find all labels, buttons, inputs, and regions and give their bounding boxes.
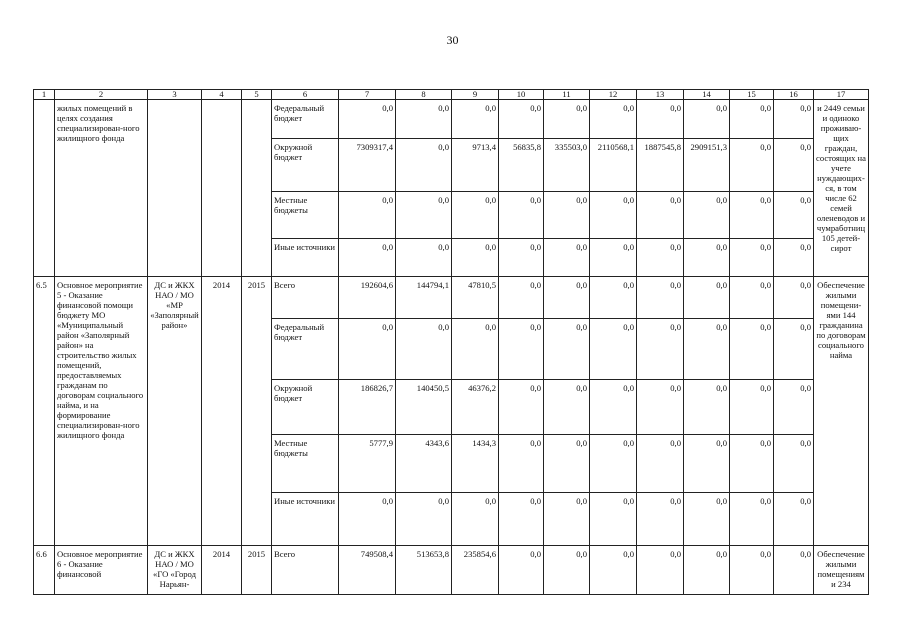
page-number: 30 bbox=[446, 33, 459, 47]
amount-cell: 0,0 bbox=[499, 192, 544, 239]
amount-cell: 1887545,8 bbox=[637, 139, 684, 192]
amount-cell: 0,0 bbox=[452, 100, 499, 139]
amount-cell: 513653,8 bbox=[396, 546, 452, 595]
amount-cell: 0,0 bbox=[590, 277, 637, 319]
amount-cell: 7309317,4 bbox=[339, 139, 396, 192]
amount-cell: 0,0 bbox=[544, 100, 590, 139]
amount-cell: 0,0 bbox=[684, 493, 730, 546]
amount-cell: 5777,9 bbox=[339, 435, 396, 493]
amount-cell: 0,0 bbox=[452, 192, 499, 239]
amount-cell: 0,0 bbox=[590, 380, 637, 435]
amount-cell: 0,0 bbox=[499, 435, 544, 493]
funding-source: Местные бюджеты bbox=[272, 435, 339, 493]
amount-cell: 0,0 bbox=[730, 139, 774, 192]
header-cell-11: 11 bbox=[544, 90, 590, 100]
header-cell-2: 2 bbox=[55, 90, 148, 100]
amount-cell: 0,0 bbox=[499, 239, 544, 277]
header-cell-12: 12 bbox=[590, 90, 637, 100]
amount-cell: 0,0 bbox=[637, 546, 684, 595]
amount-cell: 0,0 bbox=[590, 546, 637, 595]
expected-result: Обеспечение жилыми помещениям и 234 bbox=[814, 546, 869, 595]
amount-cell: 2110568,1 bbox=[590, 139, 637, 192]
amount-cell: 0,0 bbox=[774, 100, 814, 139]
amount-cell: 0,0 bbox=[499, 380, 544, 435]
funding-source: Окружной бюджет bbox=[272, 139, 339, 192]
responsible-executor: ДС и ЖКХ НАО / МО «МР «Заполярный район» bbox=[148, 277, 202, 546]
amount-cell: 56835,8 bbox=[499, 139, 544, 192]
amount-cell: 0,0 bbox=[396, 192, 452, 239]
amount-cell: 0,0 bbox=[499, 277, 544, 319]
funding-source: Иные источники bbox=[272, 493, 339, 546]
amount-cell: 1434,3 bbox=[452, 435, 499, 493]
header-cell-7: 7 bbox=[339, 90, 396, 100]
header-cell-10: 10 bbox=[499, 90, 544, 100]
amount-cell: 9713,4 bbox=[452, 139, 499, 192]
amount-cell: 0,0 bbox=[637, 380, 684, 435]
measure-description: жилых помещений в целях создания специализирован-ного жилищного фонда bbox=[55, 100, 148, 277]
amount-cell: 0,0 bbox=[499, 546, 544, 595]
amount-cell: 0,0 bbox=[684, 100, 730, 139]
amount-cell: 0,0 bbox=[544, 192, 590, 239]
amount-cell: 144794,1 bbox=[396, 277, 452, 319]
end-year: 2015 bbox=[242, 277, 272, 546]
funding-source: Федеральный бюджет bbox=[272, 100, 339, 139]
header-cell-16: 16 bbox=[774, 90, 814, 100]
funding-source: Федеральный бюджет bbox=[272, 319, 339, 380]
amount-cell: 0,0 bbox=[730, 319, 774, 380]
amount-cell: 0,0 bbox=[730, 380, 774, 435]
amount-cell: 0,0 bbox=[396, 493, 452, 546]
amount-cell: 0,0 bbox=[730, 546, 774, 595]
amount-cell: 0,0 bbox=[499, 100, 544, 139]
amount-cell: 235854,6 bbox=[452, 546, 499, 595]
amount-cell: 0,0 bbox=[730, 192, 774, 239]
amount-cell: 0,0 bbox=[637, 493, 684, 546]
amount-cell: 0,0 bbox=[730, 277, 774, 319]
amount-cell: 186826,7 bbox=[339, 380, 396, 435]
amount-cell: 192604,6 bbox=[339, 277, 396, 319]
amount-cell: 0,0 bbox=[544, 277, 590, 319]
amount-cell: 0,0 bbox=[684, 380, 730, 435]
amount-cell: 0,0 bbox=[684, 277, 730, 319]
amount-cell: 0,0 bbox=[499, 319, 544, 380]
item-number: 6.5 bbox=[34, 277, 55, 546]
amount-cell: 0,0 bbox=[452, 493, 499, 546]
expected-result: Обеспечение жилыми помещени-ями 144 гражданина по договорам социального найма bbox=[814, 277, 869, 546]
amount-cell: 749508,4 bbox=[339, 546, 396, 595]
end-year: 2015 bbox=[242, 546, 272, 595]
amount-cell: 2909151,3 bbox=[684, 139, 730, 192]
header-cell-17: 17 bbox=[814, 90, 869, 100]
amount-cell: 0,0 bbox=[396, 319, 452, 380]
amount-cell: 0,0 bbox=[637, 100, 684, 139]
amount-cell: 0,0 bbox=[774, 493, 814, 546]
header-cell-9: 9 bbox=[452, 90, 499, 100]
amount-cell: 0,0 bbox=[774, 139, 814, 192]
amount-cell: 0,0 bbox=[590, 493, 637, 546]
amount-cell: 0,0 bbox=[684, 319, 730, 380]
end-year bbox=[242, 100, 272, 277]
header-cell-5: 5 bbox=[242, 90, 272, 100]
amount-cell: 0,0 bbox=[452, 239, 499, 277]
amount-cell: 0,0 bbox=[774, 192, 814, 239]
amount-cell: 0,0 bbox=[774, 239, 814, 277]
amount-cell: 47810,5 bbox=[452, 277, 499, 319]
item-number: 6.6 bbox=[34, 546, 55, 595]
budget-table bbox=[33, 89, 869, 595]
amount-cell: 46376,2 bbox=[452, 380, 499, 435]
amount-cell: 0,0 bbox=[544, 435, 590, 493]
funding-source: Иные источники bbox=[272, 239, 339, 277]
start-year: 2014 bbox=[202, 546, 242, 595]
amount-cell: 0,0 bbox=[544, 546, 590, 595]
amount-cell: 0,0 bbox=[590, 100, 637, 139]
amount-cell: 0,0 bbox=[684, 546, 730, 595]
amount-cell: 0,0 bbox=[684, 239, 730, 277]
amount-cell: 0,0 bbox=[339, 493, 396, 546]
header-cell-15: 15 bbox=[730, 90, 774, 100]
amount-cell: 0,0 bbox=[339, 239, 396, 277]
amount-cell: 0,0 bbox=[499, 493, 544, 546]
item-number bbox=[34, 100, 55, 277]
amount-cell: 0,0 bbox=[544, 319, 590, 380]
amount-cell: 4343,6 bbox=[396, 435, 452, 493]
amount-cell: 0,0 bbox=[684, 435, 730, 493]
amount-cell: 0,0 bbox=[396, 139, 452, 192]
header-cell-3: 3 bbox=[148, 90, 202, 100]
amount-cell: 0,0 bbox=[637, 192, 684, 239]
measure-description: Основное мероприятие 5 - Оказание финансовой помощи бюджету МО «Муниципальный район «Заполярный район» на строительство жилых помещений, предоставляемых гражданам по договорам социального найма, и на формирование специализирован-ного жилищного фонда bbox=[55, 277, 148, 546]
amount-cell: 0,0 bbox=[339, 192, 396, 239]
amount-cell: 0,0 bbox=[339, 319, 396, 380]
responsible-executor: ДС и ЖКХ НАО / МО «ГО «Город Нарьян- bbox=[148, 546, 202, 595]
expected-result: и 2449 семьи и одиноко проживаю-щих граждан, состоящих на учете нуждающих-ся, в том числе 62 семей оленеводов и чумработниц 105 детей-сирот bbox=[814, 100, 869, 277]
amount-cell: 0,0 bbox=[452, 319, 499, 380]
funding-source: Всего bbox=[272, 546, 339, 595]
amount-cell: 0,0 bbox=[544, 493, 590, 546]
amount-cell: 0,0 bbox=[396, 239, 452, 277]
amount-cell: 0,0 bbox=[774, 380, 814, 435]
start-year bbox=[202, 100, 242, 277]
amount-cell: 0,0 bbox=[637, 435, 684, 493]
funding-source: Окружной бюджет bbox=[272, 380, 339, 435]
amount-cell: 0,0 bbox=[590, 319, 637, 380]
amount-cell: 0,0 bbox=[544, 380, 590, 435]
amount-cell: 0,0 bbox=[637, 319, 684, 380]
table-row bbox=[34, 277, 869, 319]
amount-cell: 0,0 bbox=[684, 192, 730, 239]
amount-cell: 140450,5 bbox=[396, 380, 452, 435]
funding-source: Всего bbox=[272, 277, 339, 319]
amount-cell: 0,0 bbox=[730, 100, 774, 139]
amount-cell: 0,0 bbox=[590, 435, 637, 493]
table-row bbox=[34, 546, 869, 595]
start-year: 2014 bbox=[202, 277, 242, 546]
amount-cell: 0,0 bbox=[774, 546, 814, 595]
header-cell-13: 13 bbox=[637, 90, 684, 100]
table-row bbox=[34, 100, 869, 139]
measure-description: Основное мероприятие 6 - Оказание финансовой bbox=[55, 546, 148, 595]
amount-cell: 0,0 bbox=[637, 239, 684, 277]
amount-cell: 0,0 bbox=[544, 239, 590, 277]
amount-cell: 335503,0 bbox=[544, 139, 590, 192]
amount-cell: 0,0 bbox=[730, 493, 774, 546]
funding-source: Местные бюджеты bbox=[272, 192, 339, 239]
amount-cell: 0,0 bbox=[774, 319, 814, 380]
header-cell-8: 8 bbox=[396, 90, 452, 100]
amount-cell: 0,0 bbox=[774, 277, 814, 319]
amount-cell: 0,0 bbox=[637, 277, 684, 319]
amount-cell: 0,0 bbox=[730, 239, 774, 277]
header-cell-4: 4 bbox=[202, 90, 242, 100]
amount-cell: 0,0 bbox=[730, 435, 774, 493]
amount-cell: 0,0 bbox=[339, 100, 396, 139]
responsible-executor bbox=[148, 100, 202, 277]
header-cell-14: 14 bbox=[684, 90, 730, 100]
header-cell-6: 6 bbox=[272, 90, 339, 100]
header-row bbox=[34, 90, 869, 100]
amount-cell: 0,0 bbox=[396, 100, 452, 139]
amount-cell: 0,0 bbox=[590, 192, 637, 239]
amount-cell: 0,0 bbox=[590, 239, 637, 277]
header-cell-1: 1 bbox=[34, 90, 55, 100]
amount-cell: 0,0 bbox=[774, 435, 814, 493]
